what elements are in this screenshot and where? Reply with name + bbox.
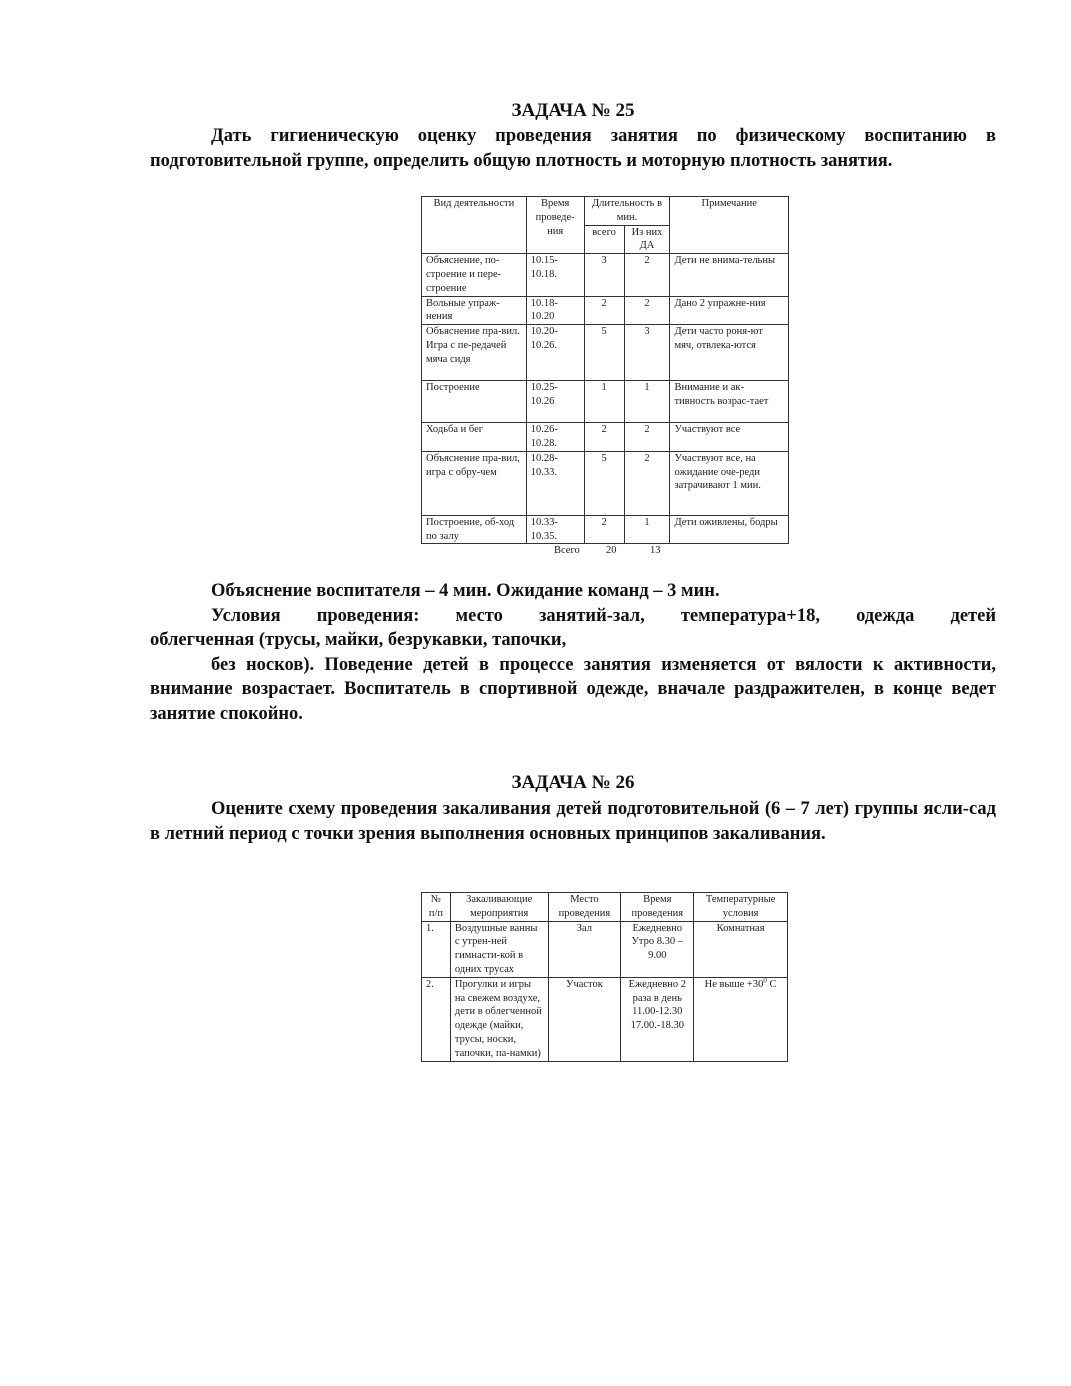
cell-activity: Объяснение, по-строение и пере-строение — [422, 254, 527, 296]
cell-total: 2 — [584, 423, 624, 452]
cell-time: 10.33-10.35. — [526, 515, 584, 544]
cell-time: 10.18-10.20 — [526, 296, 584, 325]
cell-temperature: Комнатная — [694, 921, 788, 977]
header-activity: Вид деятельности — [422, 197, 527, 254]
cell-activity: Вольные упраж-нения — [422, 296, 527, 325]
cell-num: 2. — [422, 977, 451, 1061]
header-note: Примечание — [670, 197, 789, 254]
cell-activity: Построение — [422, 381, 527, 423]
header-time: Время проведения — [621, 893, 694, 922]
cell-active: 2 — [624, 451, 670, 515]
cell-activity: Ходьба и бег — [422, 423, 527, 452]
cell-total: 5 — [584, 325, 624, 381]
totals-total: 20 — [606, 545, 617, 556]
temp-suffix: С — [766, 978, 777, 990]
task-26-statement-text: Оцените схему проведения закаливания детей подготовительной (6 – 7 лет) группы ясли-сад в летний период с точки зрения выполнения основных принципов закаливания. — [150, 799, 996, 844]
cell-time: Ежедневно Утро 8.30 – 9.00 — [621, 921, 694, 977]
cell-active: 2 — [624, 423, 670, 452]
cell-time: 10.25-10.26 — [526, 381, 584, 423]
header-active: Из них ДА — [624, 225, 670, 254]
cell-note: Дано 2 упражне-ния — [670, 296, 789, 325]
task-25-totals — [0, 545, 1071, 559]
task-26-title: ЗАДАЧА № 26 — [511, 772, 635, 793]
cell-note: Дети не внима-тельны — [670, 254, 789, 296]
cell-activity: Объяснение пра-вил. Игра с пе-редачей мяча сидя — [422, 325, 527, 381]
cell-measure: Воздушные ванны с утрен-ней гимнасти-кой в одних трусах — [450, 921, 548, 977]
task-25-paragraph-2-line-1: Условия проведения: место занятий-зал, температура+18, одежда детей — [211, 605, 996, 626]
cell-place: Участок — [548, 977, 621, 1061]
cell-time: 10.28-10.33. — [526, 451, 584, 515]
task-25-table-header-row — [422, 197, 789, 226]
cell-activity: Построение, об-ход по залу — [422, 515, 527, 544]
cell-total: 2 — [584, 515, 624, 544]
header-total: всего — [584, 225, 624, 254]
temp-prefix: Не выше +30 — [704, 978, 764, 990]
cell-time: 10.15-10.18. — [526, 254, 584, 296]
cell-active: 2 — [624, 254, 670, 296]
cell-place: Зал — [548, 921, 621, 977]
task-25-paragraph-2-line-2: облегченная (трусы, майки, безрукавки, тапочки, — [150, 630, 567, 650]
cell-note: Участвуют все, на ожидание оче-реди затрачивают 1 мин. — [670, 451, 789, 515]
table-row — [422, 515, 789, 544]
cell-time: Ежедневно 2 раза в день 11.00-12.30 17.00.-18.30 — [621, 977, 694, 1061]
header-place: Место проведения — [548, 893, 621, 922]
header-temperature: Температурные условия — [694, 893, 788, 922]
task-26-statement — [150, 797, 996, 846]
header-time: Время проведе-ния — [526, 197, 584, 254]
table-row — [422, 325, 789, 381]
header-measure: Закаливающие мероприятия — [450, 893, 548, 922]
table-row — [422, 451, 789, 515]
cell-total: 3 — [584, 254, 624, 296]
task-25-notes — [150, 579, 996, 726]
cell-temperature — [694, 977, 788, 1061]
cell-active: 3 — [624, 325, 670, 381]
cell-time: 10.20-10.26. — [526, 325, 584, 381]
table-row — [422, 921, 788, 977]
cell-total: 2 — [584, 296, 624, 325]
task-25-statement-text: Дать гигиеническую оценку проведения занятия по физическому воспитанию в подготовительной группе, определить общую плотность и моторную плотность занятия. — [150, 126, 996, 171]
degree-superscript: 0 — [763, 976, 767, 985]
cell-note: Дети оживлены, бодры — [670, 515, 789, 544]
cell-active: 2 — [624, 296, 670, 325]
cell-activity: Объяснение пра-вил, игра с обру-чем — [422, 451, 527, 515]
task-25-paragraph-1: Объяснение воспитателя – 4 мин. Ожидание команд – 3 мин. — [211, 581, 720, 601]
table-row — [422, 296, 789, 325]
header-num: № п/п — [422, 893, 451, 922]
task-25-title: ЗАДАЧА № 25 — [511, 100, 635, 121]
cell-note: Дети часто роня-ют мяч, отвлека-ются — [670, 325, 789, 381]
totals-label: Всего — [554, 545, 580, 556]
task-25-paragraph-3: без носков). Поведение детей в процессе занятия изменяется от вялости к активности, внимание возрастает. Воспитатель в спортивной одежде, вначале раздражителен, в конце ведет занятие спокойно. — [150, 654, 996, 724]
table-row — [422, 381, 789, 423]
task-25-table — [421, 196, 789, 544]
task-26-table — [421, 892, 788, 1062]
task-25-statement — [150, 124, 996, 173]
cell-active: 1 — [624, 515, 670, 544]
cell-active: 1 — [624, 381, 670, 423]
cell-num: 1. — [422, 921, 451, 977]
cell-time: 10.26-10.28. — [526, 423, 584, 452]
task-26-table-header-row — [422, 893, 788, 922]
table-row — [422, 423, 789, 452]
cell-total: 5 — [584, 451, 624, 515]
cell-note: Участвуют все — [670, 423, 789, 452]
cell-total: 1 — [584, 381, 624, 423]
table-row — [422, 254, 789, 296]
table-row — [422, 977, 788, 1061]
header-duration: Длительность в мин. — [584, 197, 670, 226]
totals-active: 13 — [650, 545, 661, 556]
cell-note: Внимание и ак-тивность возрас-тает — [670, 381, 789, 423]
cell-measure: Прогулки и игры на свежем воздухе, дети в облегченной одежде (майки, трусы, носки, тапочки, па-намки) — [450, 977, 548, 1061]
